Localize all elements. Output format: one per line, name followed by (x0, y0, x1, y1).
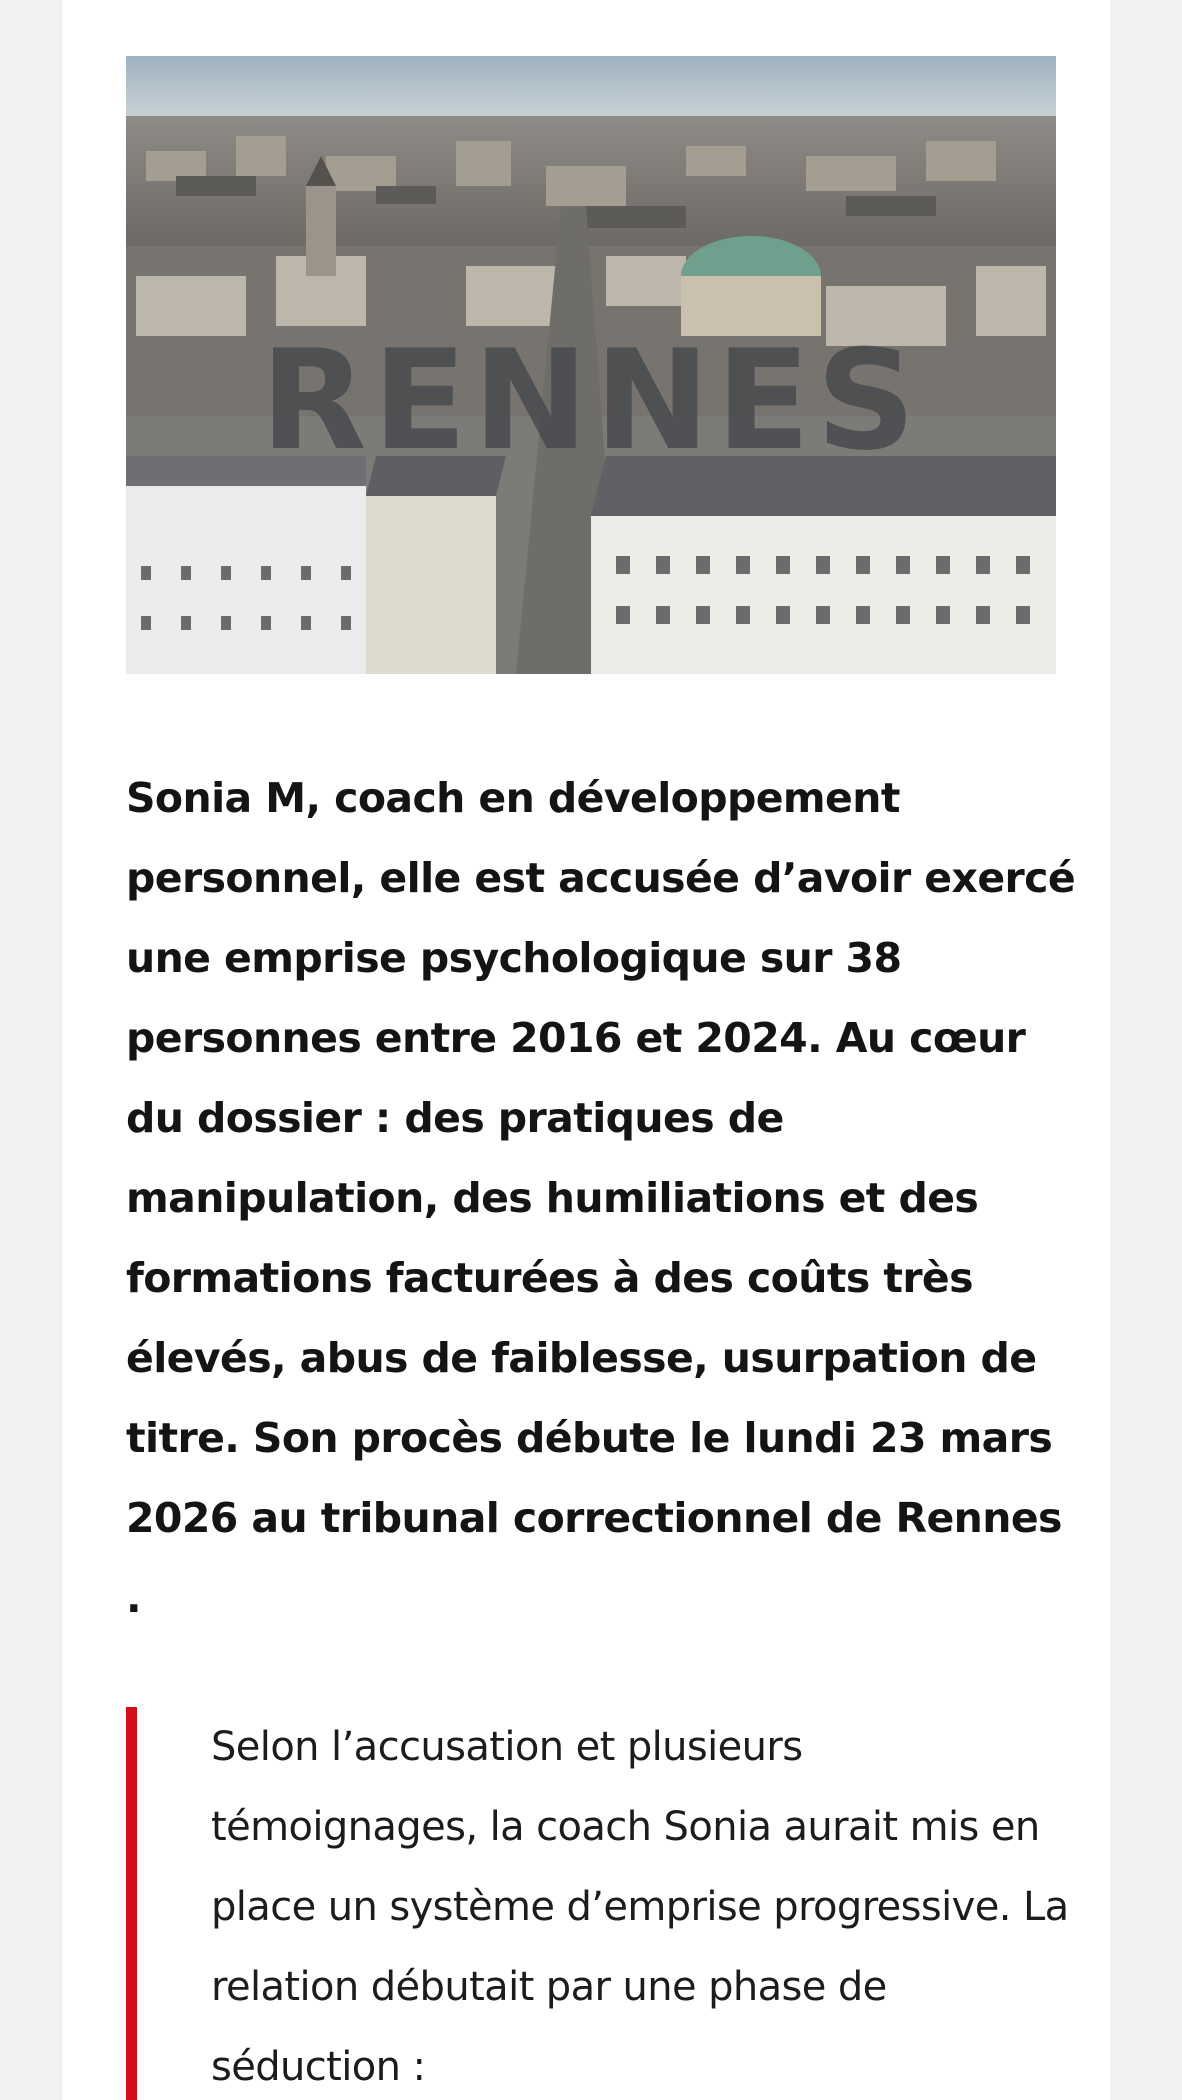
blockquote-text: Selon l’accusation et plusieurs témoignages, la coach Sonia aurait mis en place un système d’emprise progressive. La relation débutait par une phase de séduction : (211, 1724, 1069, 2090)
article-lead-paragraph: Sonia M, coach en développement personnel, elle est accusée d’avoir exercé une emprise psychologique sur 38 personnes entre 2016 et 2024. Au cœur du dossier : des pratiques de manipulation, des humiliations et des formations facturées à des coûts très élevés, abus de faiblesse, usurpation de titre. Son procès débute le lundi 23 mars 2026 au tribunal correctionnel de Rennes . (126, 774, 1076, 1622)
hero-overlay-word: RENNES (260, 320, 922, 481)
blockquote-accent-bar (126, 1707, 137, 2100)
article-blockquote (126, 1707, 1086, 2100)
article-page (62, 0, 1110, 2100)
aerial-city-photo (126, 56, 1056, 674)
article-hero-image (126, 56, 1056, 674)
